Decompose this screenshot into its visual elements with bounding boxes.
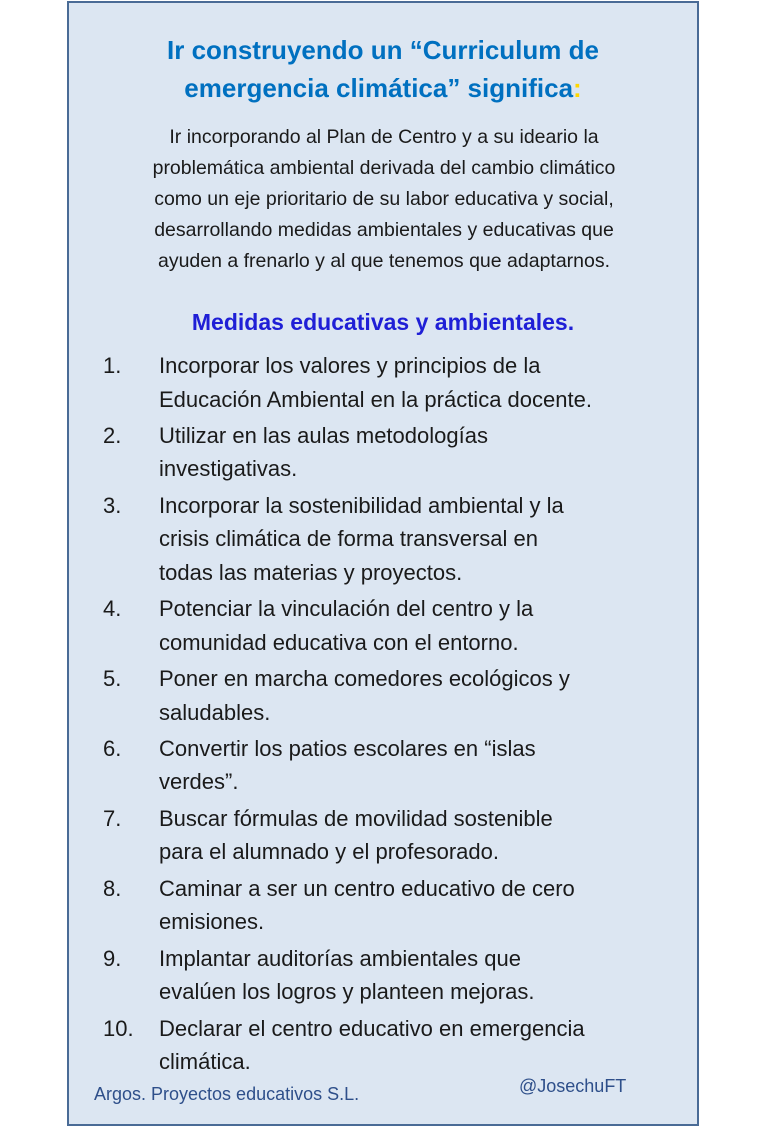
list-item-line: investigativas. xyxy=(159,456,298,482)
intro-paragraph xyxy=(89,122,679,277)
list-item-text xyxy=(159,942,679,1009)
list-item-line: Educación Ambiental en la práctica docente. xyxy=(159,386,592,412)
list-item-line: Incorporar los valores y principios de la xyxy=(159,353,541,378)
list-item xyxy=(69,942,697,1009)
page-title xyxy=(69,31,697,107)
list-item-line: verdes”. xyxy=(159,769,239,795)
list-item-line: Incorporar la sostenibilidad ambiental y la xyxy=(159,492,564,518)
list-item-line: Declarar el centro educativo en emergencia xyxy=(159,1015,585,1041)
list-item-line: Implantar auditorías ambientales que xyxy=(159,945,521,971)
intro-line: problemática ambiental derivada del cambio climático xyxy=(152,157,616,179)
list-item-text xyxy=(159,489,679,590)
list-item-number: 1. xyxy=(103,353,122,378)
list-item-line: comunidad educativa con el entorno. xyxy=(159,629,519,655)
list-item xyxy=(69,732,697,799)
intro-line: como un eje prioritario de su labor educativa y social, xyxy=(154,188,614,210)
list-item-number: 10. xyxy=(103,1015,134,1041)
list-item-number: 5. xyxy=(103,666,122,692)
list-item xyxy=(69,489,697,590)
list-item-text xyxy=(159,662,679,729)
list-item-number: 4. xyxy=(103,596,122,622)
list-item xyxy=(69,592,697,659)
list-item-text xyxy=(159,802,679,869)
title-colon: : xyxy=(573,73,582,103)
title-line-1: Ir construyendo un “Curriculum de xyxy=(167,35,599,65)
list-item-text xyxy=(159,732,679,799)
list-item-text xyxy=(159,349,679,416)
list-item-number: 2. xyxy=(103,422,122,448)
list-item-line: crisis climática de forma transversal en xyxy=(159,526,539,552)
list-item xyxy=(69,802,697,869)
list-item-number: 9. xyxy=(103,945,122,971)
title-line-2-text: emergencia climática” significa xyxy=(184,73,574,103)
company-credit: Argos. Proyectos educativos S.L. xyxy=(94,1084,360,1104)
measures-list xyxy=(69,349,697,1081)
list-item xyxy=(69,662,697,729)
author-handle: @JosechuFT xyxy=(519,1076,627,1096)
list-item xyxy=(69,1012,697,1079)
list-item-line: emisiones. xyxy=(159,909,265,935)
section-subtitle: Medidas educativas y ambientales. xyxy=(191,309,575,335)
list-item-text xyxy=(159,419,679,486)
intro-line: ayuden a frenarlo y al que tenemos que adaptarnos. xyxy=(157,250,611,272)
title-line-2 xyxy=(69,69,697,107)
list-item-line: saludables. xyxy=(159,699,271,725)
list-item-line: climática. xyxy=(159,1049,251,1075)
list-item-text xyxy=(159,872,679,939)
list-item-line: todas las materias y proyectos. xyxy=(159,559,463,585)
list-item-line: Potenciar la vinculación del centro y la xyxy=(159,596,534,622)
info-card xyxy=(67,1,699,1126)
list-item-text xyxy=(159,592,679,659)
list-item-text xyxy=(159,1012,679,1079)
list-item-line: para el alumnado y el profesorado. xyxy=(159,839,499,865)
list-item-line: Caminar a ser un centro educativo de cero xyxy=(159,875,575,901)
list-item-number: 7. xyxy=(103,805,122,831)
list-item-number: 8. xyxy=(103,875,122,901)
list-item xyxy=(69,349,697,416)
intro-line: desarrollando medidas ambientales y educativas que xyxy=(154,219,614,241)
list-item-number: 3. xyxy=(103,492,122,518)
list-item xyxy=(69,419,697,486)
list-item-line: Poner en marcha comedores ecológicos y xyxy=(159,666,570,692)
intro-line: Ir incorporando al Plan de Centro y a su ideario la xyxy=(169,126,599,148)
list-item-line: Convertir los patios escolares en “islas xyxy=(159,735,536,761)
list-item xyxy=(69,872,697,939)
list-item-line: evalúen los logros y planteen mejoras. xyxy=(159,979,535,1005)
list-item-number: 6. xyxy=(103,735,122,761)
list-item-line: Buscar fórmulas de movilidad sostenible xyxy=(159,805,553,831)
list-item-line: Utilizar en las aulas metodologías xyxy=(159,422,488,448)
